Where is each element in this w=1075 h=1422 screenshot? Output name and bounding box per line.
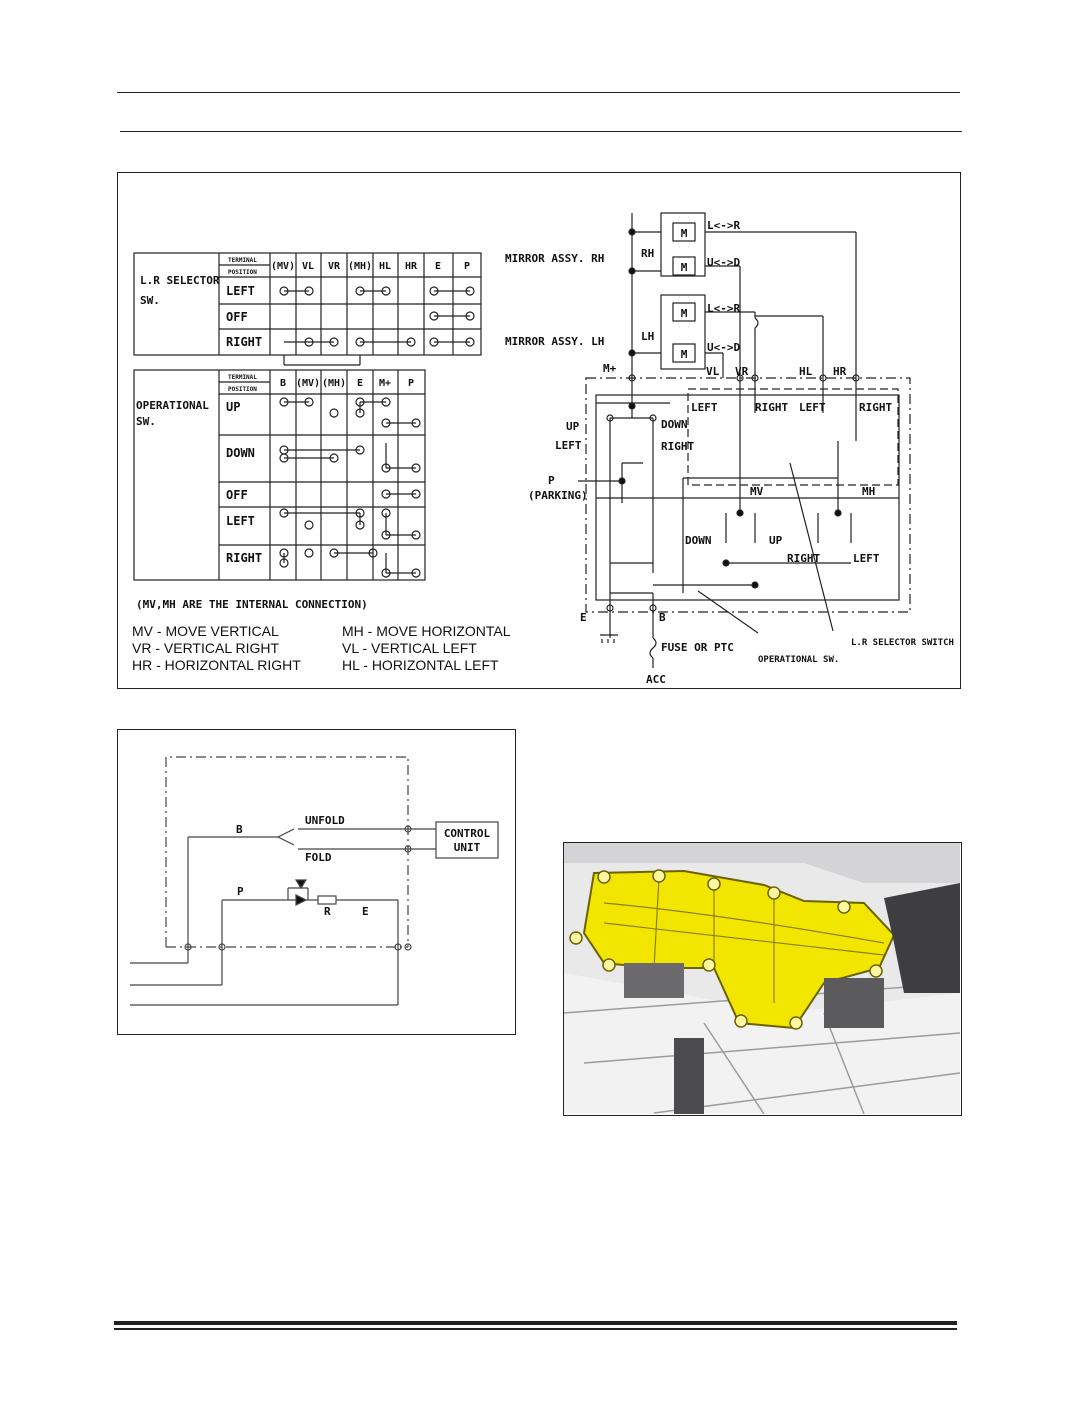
m-plus-label: M+ bbox=[603, 362, 617, 375]
operational-position-label: POSITION bbox=[228, 386, 257, 393]
operational-col-mv: (MV) bbox=[295, 378, 321, 389]
selector-row-left: LEFT bbox=[226, 284, 255, 298]
fold-p-label: P bbox=[237, 885, 244, 898]
operational-terminal-label: TERMINAL bbox=[228, 374, 257, 381]
mirror-rh-label: MIRROR ASSY. RH bbox=[505, 252, 605, 265]
fold-label: FOLD bbox=[305, 851, 332, 864]
selector-position-label: POSITION bbox=[228, 269, 257, 276]
header-rule-bottom bbox=[120, 131, 962, 132]
operational-col-b: B bbox=[279, 378, 287, 389]
switch-right-1: RIGHT bbox=[755, 401, 789, 414]
operational-col-mplus: M+ bbox=[378, 378, 392, 389]
fold-circuit-diagram bbox=[118, 730, 514, 1033]
legend-vl: VL - VERTICAL LEFT bbox=[342, 640, 477, 656]
legend-mh: MH - MOVE HORIZONTAL bbox=[342, 623, 511, 639]
motor-3-label: M bbox=[680, 307, 688, 320]
hr-label: HR bbox=[833, 365, 847, 378]
operational-title-1: OPERATIONAL bbox=[136, 399, 209, 412]
mh-label: MH bbox=[862, 485, 876, 498]
operational-row-left: LEFT bbox=[226, 514, 255, 528]
control-unit-label-2: UNIT bbox=[453, 841, 481, 854]
operational-row-down: DOWN bbox=[226, 446, 255, 460]
mirror-wiring-diagram-panel bbox=[117, 172, 961, 689]
legend-hr: HR - HORIZONTAL RIGHT bbox=[132, 657, 301, 673]
operational-row-off: OFF bbox=[226, 488, 248, 502]
e-label: E bbox=[580, 611, 587, 624]
up-label: UP bbox=[566, 420, 580, 433]
header-rule-top bbox=[117, 92, 960, 93]
vr-label: VR bbox=[735, 365, 749, 378]
fold-b-label: B bbox=[236, 823, 243, 836]
p-label: P bbox=[548, 474, 555, 487]
acc-label: ACC bbox=[646, 673, 666, 686]
selector-col-hl: HL bbox=[378, 261, 392, 272]
internal-connection-note: (MV,MH ARE THE INTERNAL CONNECTION) bbox=[136, 598, 368, 611]
selector-col-vr: VR bbox=[327, 261, 341, 272]
switch-right-2: RIGHT bbox=[859, 401, 893, 414]
left-label-4: LEFT bbox=[853, 552, 880, 565]
switch-left-1: LEFT bbox=[691, 401, 718, 414]
operational-col-p: P bbox=[407, 378, 415, 389]
operational-row-right: RIGHT bbox=[226, 551, 263, 565]
selector-row-off: OFF bbox=[226, 310, 248, 324]
motor-4-label: M bbox=[680, 348, 688, 361]
parking-label: (PARKING) bbox=[528, 489, 588, 502]
selector-title-2: SW. bbox=[140, 294, 160, 307]
operational-col-mh: (MH) bbox=[321, 378, 347, 389]
vl-label: VL bbox=[706, 365, 720, 378]
right-label-4: RIGHT bbox=[787, 552, 821, 565]
mv-label: MV bbox=[750, 485, 764, 498]
motor-1-label: M bbox=[680, 227, 688, 240]
selector-col-e: E bbox=[434, 261, 442, 272]
selector-title-1: L.R SELECTOR bbox=[140, 274, 220, 287]
control-unit-label-1: CONTROL bbox=[443, 827, 491, 840]
component-illustration bbox=[564, 843, 960, 1114]
fold-r-label: R bbox=[324, 905, 331, 918]
right-label-3: RIGHT bbox=[661, 440, 695, 453]
switch-left-2: LEFT bbox=[799, 401, 826, 414]
operational-col-e: E bbox=[356, 378, 364, 389]
legend-vr: VR - VERTICAL RIGHT bbox=[132, 640, 280, 656]
selector-col-p: P bbox=[463, 261, 471, 272]
fold-circuit-panel bbox=[117, 729, 516, 1035]
motor-2-label: M bbox=[680, 261, 688, 274]
legend-mv: MV - MOVE VERTICAL bbox=[132, 623, 279, 639]
lh-label: LH bbox=[641, 330, 655, 343]
mirror-lh-label: MIRROR ASSY. LH bbox=[505, 335, 605, 348]
down-label: DOWN bbox=[661, 418, 688, 431]
lr-selector-switch-label: L.R SELECTOR SWITCH bbox=[851, 638, 954, 648]
selector-col-mv: (MV) bbox=[270, 261, 296, 272]
fold-e-label: E bbox=[362, 905, 369, 918]
selector-col-mh: (MH) bbox=[347, 261, 373, 272]
rh-label: RH bbox=[641, 247, 655, 260]
hl-label: HL bbox=[799, 365, 813, 378]
up-label-2: UP bbox=[769, 534, 783, 547]
selector-row-right: RIGHT bbox=[226, 335, 263, 349]
lr-label-1: L<->R bbox=[707, 219, 741, 232]
component-photo bbox=[563, 842, 962, 1116]
operational-row-up: UP bbox=[226, 400, 241, 414]
mirror-wiring-diagram bbox=[118, 173, 959, 687]
left-label-3: LEFT bbox=[555, 439, 582, 452]
ud-label-1: U<->D bbox=[707, 256, 741, 269]
operational-switch-label: OPERATIONAL SW. bbox=[758, 655, 840, 665]
ud-label-2: U<->D bbox=[707, 341, 741, 354]
footer-rule-thick bbox=[114, 1321, 957, 1325]
down-label-2: DOWN bbox=[685, 534, 712, 547]
lr-label-2: L<->R bbox=[707, 302, 741, 315]
operational-title-2: SW. bbox=[136, 415, 156, 428]
legend-hl: HL - HORIZONTAL LEFT bbox=[342, 657, 499, 673]
selector-col-hr: HR bbox=[404, 261, 418, 272]
fuse-label: FUSE OR PTC bbox=[661, 641, 734, 654]
unfold-label: UNFOLD bbox=[305, 814, 345, 827]
selector-col-vl: VL bbox=[301, 261, 315, 272]
b-label: B bbox=[659, 611, 666, 624]
footer-rule-thin bbox=[114, 1328, 957, 1330]
selector-terminal-label: TERMINAL bbox=[228, 257, 257, 264]
